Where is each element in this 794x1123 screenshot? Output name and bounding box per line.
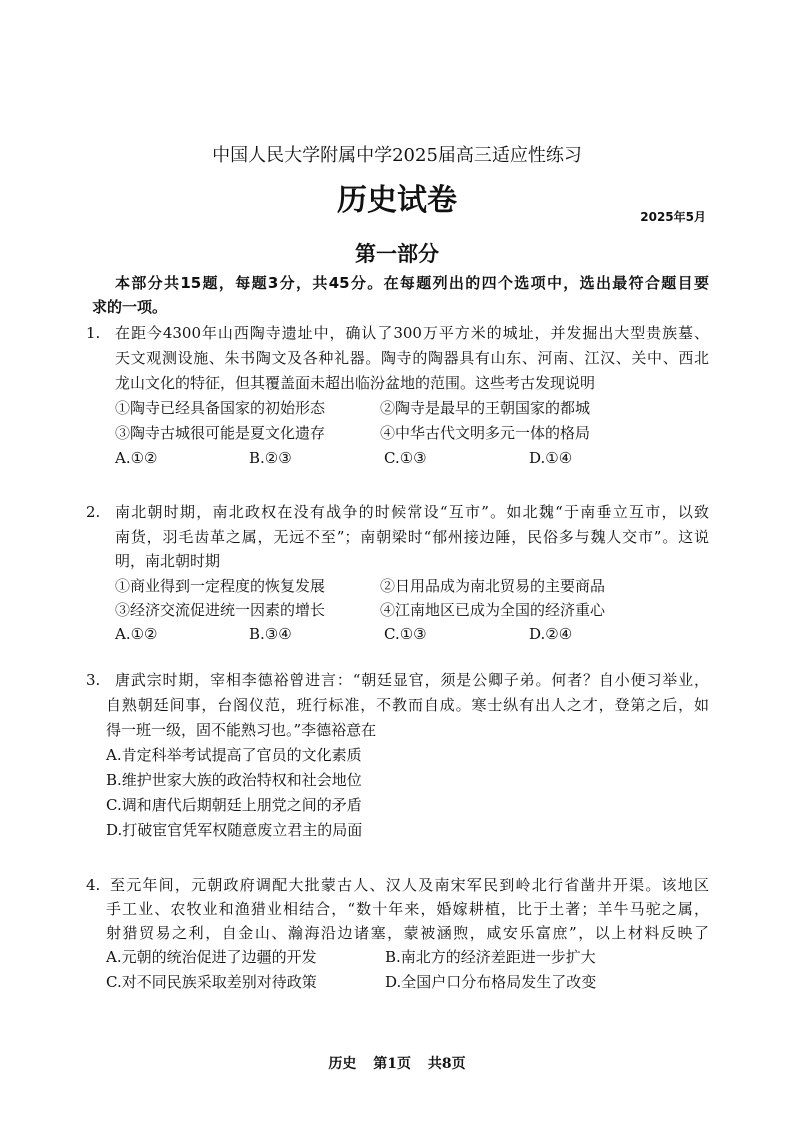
choice-a: A.①② <box>115 449 158 467</box>
statement: ④江南地区已成为全国的经济重心 <box>380 601 606 619</box>
question-stem: 南货，羽毛齿革之属，无远不至”；南朝梁时“郁州接边陲，民俗多与魏人交市”。这说 <box>115 528 709 546</box>
choice-d: D.打破宦官凭军权随意废立君主的局面 <box>106 821 363 839</box>
statement: ①陶寺已经具备国家的初始形态 <box>115 399 326 417</box>
choice-d: D.①④ <box>529 449 573 467</box>
question-stem: 得一班一级，固不能熟习也。”李德裕意在 <box>106 721 377 739</box>
statement: ③经济交流促进统一因素的增长 <box>115 601 326 619</box>
question-stem: 唐武宗时期，宰相李德裕曾进言：“朝廷显官，须是公卿子弟。何者？自小便习举业， <box>115 671 709 689</box>
choice-a: A.肯定科举考试提高了官员的文化素质 <box>106 746 362 764</box>
question-stem: 在距今4300年山西陶寺遗址中，确认了300万平方米的城址，并发掘出大型贵族墓、 <box>115 324 709 342</box>
choice-c: C.①③ <box>384 625 427 643</box>
question-stem: 自熟朝廷间事，台阁仪范，班行标准，不教而自成。寒士纵有出人之才，登第之后，如 <box>106 696 709 714</box>
choice-a: A.元朝的统治促进了边疆的开发 <box>106 948 317 966</box>
question-stem: 南北朝时期，南北政权在没有战争的时候常设“互市”。如北魏“于南垂立互市，以致 <box>115 503 709 521</box>
question-stem: 明，南北朝时期 <box>115 552 221 570</box>
statement: ①商业得到一定程度的恢复发展 <box>115 577 326 595</box>
question-number: 2. <box>86 503 101 521</box>
footer-total-pages: 共8页 <box>427 1056 466 1072</box>
footer-page-number: 第1页 <box>373 1056 411 1072</box>
choice-b: B.③④ <box>249 625 292 643</box>
exam-subtitle: 中国人民大学附属中学2025届高三适应性练习 <box>212 145 582 166</box>
choice-d: D.②④ <box>529 625 573 643</box>
exam-date: 2025年5月 <box>640 210 706 224</box>
section-heading: 第一部分 <box>355 241 439 266</box>
question-stem: 天文观测设施、朱书陶文及各种礼器。陶寺的陶器具有山东、河南、江汉、关中、西北 <box>115 349 709 367</box>
question-stem: 龙山文化的特征，但其覆盖面未超出临汾盆地的范围。这些考古发现说明 <box>115 374 596 392</box>
question-stem: 至元年间，元朝政府调配大批蒙古人、汉人及南宋军民到岭北行省凿井开渠。该地区 <box>110 876 709 894</box>
footer-subject: 历史 <box>328 1056 357 1072</box>
page-title: 历史试卷 <box>337 183 457 218</box>
question-number: 4. <box>86 876 101 894</box>
section-instructions: 本部分共15题，每题3分，共45分。在每题列出的四个选项中，选出最符合题目要 <box>115 274 709 292</box>
question-stem: 射猎贸易之利，自金山、瀚海沿边诸塞，蒙被涵煦，咸安乐富庶”，以上材料反映了 <box>106 924 709 942</box>
section-instructions-cont: 求的一项。 <box>92 298 168 316</box>
choice-c: C.调和唐代后期朝廷上朋党之间的矛盾 <box>106 796 362 814</box>
choice-d: D.全国户口分布格局发生了改变 <box>385 973 597 991</box>
question-stem: 手工业、农牧业和渔猎业相结合，“数十年来，婚嫁耕植，比于土著；羊牛马驼之属， <box>106 900 709 918</box>
statement: ②日用品成为南北贸易的主要商品 <box>380 577 606 595</box>
choice-b: B.②③ <box>249 449 292 467</box>
question-number: 1. <box>86 324 101 342</box>
statement: ④中华古代文明多元一体的格局 <box>380 424 591 442</box>
choice-c: C.①③ <box>384 449 427 467</box>
choice-c: C.对不同民族采取差别对待政策 <box>106 973 317 991</box>
statement: ②陶寺是最早的王朝国家的都城 <box>380 399 591 417</box>
choice-a: A.①② <box>115 625 158 643</box>
choice-b: B.维护世家大族的政治特权和社会地位 <box>106 771 362 789</box>
question-number: 3. <box>86 671 101 689</box>
page-footer <box>0 1053 794 1073</box>
statement: ③陶寺古城很可能是夏文化遗存 <box>115 424 326 442</box>
choice-b: B.南北方的经济差距进一步扩大 <box>385 948 596 966</box>
